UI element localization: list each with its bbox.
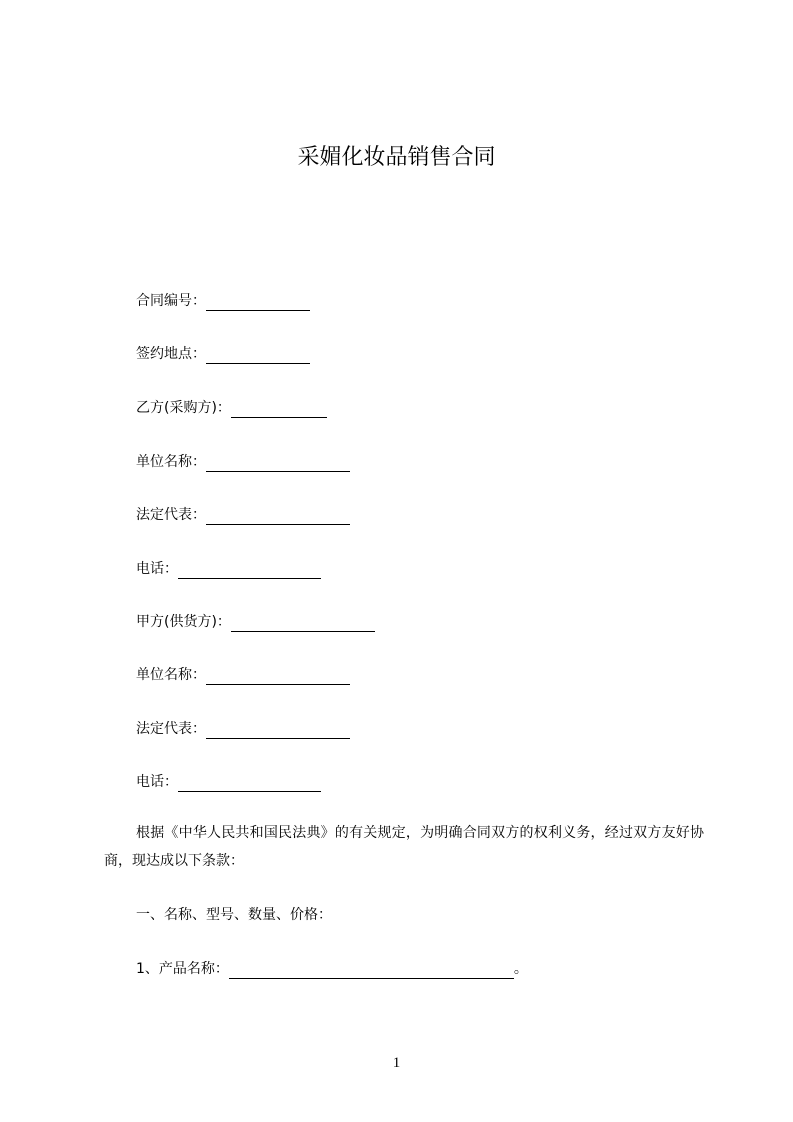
field-blank[interactable]	[178, 775, 321, 792]
contract-number-field	[136, 291, 310, 311]
document-title: 采媚化妆品销售合同	[297, 145, 496, 170]
field-label: 合同编号：	[136, 293, 206, 309]
field-suffix: 。	[513, 961, 528, 977]
intro-paragraph: 根据《中华人民共和国民法典》的有关规定，为明确合同双方的权利义务，经过双方友好协商，现达成以下条款：	[104, 825, 704, 869]
field-blank[interactable]	[206, 722, 350, 739]
field-blank[interactable]	[206, 347, 310, 364]
field-label: 单位名称：	[136, 454, 206, 470]
field-blank[interactable]	[231, 615, 375, 632]
field-blank[interactable]	[229, 962, 514, 979]
party-b-representative-field	[136, 505, 350, 525]
party-a-representative-field	[136, 719, 350, 739]
field-blank[interactable]	[206, 455, 350, 472]
field-blank[interactable]	[231, 401, 327, 418]
party-b-field	[136, 398, 327, 418]
field-blank[interactable]	[178, 562, 321, 579]
field-blank[interactable]	[206, 294, 310, 311]
party-a-company-field	[136, 665, 350, 685]
section-heading: 一、名称、型号、数量、价格：	[136, 907, 332, 923]
field-label: 电话：	[136, 774, 178, 790]
product-name-field	[136, 959, 528, 979]
field-label: 乙方(采购方)：	[136, 400, 231, 416]
field-blank[interactable]	[206, 668, 350, 685]
party-b-phone-field	[136, 559, 321, 579]
party-b-company-field	[136, 452, 350, 472]
party-a-field	[136, 612, 375, 632]
field-label: 甲方(供货方)：	[136, 614, 231, 630]
signing-location-field	[136, 344, 310, 364]
field-label: 法定代表：	[136, 721, 206, 737]
field-blank[interactable]	[206, 508, 350, 525]
field-label: 单位名称：	[136, 667, 206, 683]
field-label: 电话：	[136, 561, 178, 577]
party-a-phone-field	[136, 772, 321, 792]
page-number: 1	[392, 1055, 401, 1071]
field-label: 1、产品名称：	[136, 961, 229, 977]
field-label: 签约地点：	[136, 346, 206, 362]
field-label: 法定代表：	[136, 507, 206, 523]
